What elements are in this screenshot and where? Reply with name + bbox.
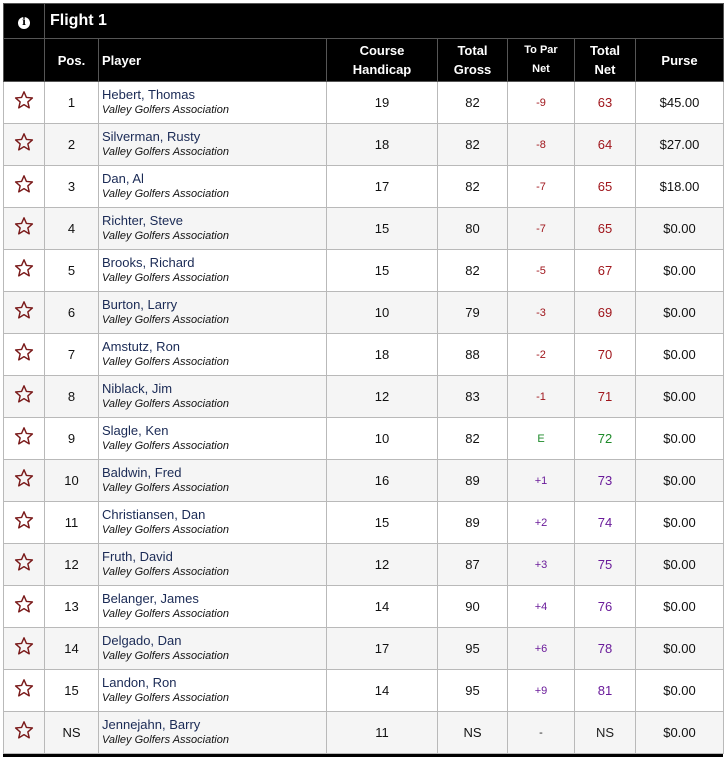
table-row — [4, 670, 724, 712]
to-par-net: -9 — [508, 82, 575, 124]
player-name[interactable]: Delgado, Dan — [102, 633, 182, 648]
course-handicap: 10 — [327, 292, 438, 334]
player-cell[interactable] — [99, 208, 327, 250]
player-cell[interactable] — [99, 334, 327, 376]
total-gross: 83 — [438, 376, 508, 418]
player-name[interactable]: Landon, Ron — [102, 675, 177, 690]
to-par-net: -1 — [508, 376, 575, 418]
star-icon[interactable] — [14, 300, 34, 320]
player-association: Valley Golfers Association — [102, 230, 229, 242]
course-handicap: 11 — [327, 712, 438, 754]
to-par-net: +3 — [508, 544, 575, 586]
course-handicap: 18 — [327, 334, 438, 376]
player-cell[interactable] — [99, 586, 327, 628]
player-cell[interactable] — [99, 670, 327, 712]
position: 3 — [45, 166, 99, 208]
player-association: Valley Golfers Association — [102, 314, 229, 326]
purse: $0.00 — [636, 670, 724, 712]
to-par-net: +1 — [508, 460, 575, 502]
flight-title: Flight 1 — [45, 4, 724, 39]
total-gross: 90 — [438, 586, 508, 628]
favorite-button[interactable] — [4, 712, 45, 754]
total-net-column-header[interactable]: Total Net — [575, 39, 636, 82]
player-association: Valley Golfers Association — [102, 104, 229, 116]
total-net: 64 — [575, 124, 636, 166]
position: 6 — [45, 292, 99, 334]
to-par-net: -2 — [508, 334, 575, 376]
total-net: 69 — [575, 292, 636, 334]
favorite-column-header — [4, 39, 45, 82]
total-net: NS — [575, 712, 636, 754]
position: 13 — [45, 586, 99, 628]
total-net: 74 — [575, 502, 636, 544]
player-name[interactable]: Belanger, James — [102, 591, 199, 606]
star-icon[interactable] — [14, 384, 34, 404]
star-icon[interactable] — [14, 468, 34, 488]
table-row — [4, 124, 724, 166]
player-name[interactable]: Jennejahn, Barry — [102, 717, 201, 732]
total-net: 75 — [575, 544, 636, 586]
to-par-net: +6 — [508, 628, 575, 670]
favorite-button[interactable] — [4, 502, 45, 544]
player-cell[interactable] — [99, 166, 327, 208]
flight-header — [4, 4, 724, 39]
course-handicap: 17 — [327, 628, 438, 670]
favorite-button[interactable] — [4, 418, 45, 460]
table-row — [4, 418, 724, 460]
star-icon[interactable] — [14, 552, 34, 572]
table-row — [4, 502, 724, 544]
star-icon[interactable] — [14, 720, 34, 740]
star-icon[interactable] — [14, 636, 34, 656]
purse: $27.00 — [636, 124, 724, 166]
table-row — [4, 82, 724, 124]
star-icon[interactable] — [14, 90, 34, 110]
star-icon[interactable] — [14, 510, 34, 530]
position: 7 — [45, 334, 99, 376]
player-cell[interactable] — [99, 712, 327, 754]
purse: $0.00 — [636, 208, 724, 250]
position: 4 — [45, 208, 99, 250]
total-net: 67 — [575, 250, 636, 292]
player-association: Valley Golfers Association — [102, 398, 229, 410]
star-icon[interactable] — [14, 258, 34, 278]
position: 11 — [45, 502, 99, 544]
purse: $18.00 — [636, 166, 724, 208]
position: 1 — [45, 82, 99, 124]
player-association: Valley Golfers Association — [102, 692, 229, 704]
star-icon[interactable] — [14, 216, 34, 236]
table-row — [4, 166, 724, 208]
to-par-net: +2 — [508, 502, 575, 544]
course-handicap: 16 — [327, 460, 438, 502]
favorite-button[interactable] — [4, 82, 45, 124]
player-name[interactable]: Christiansen, Dan — [102, 507, 206, 522]
favorite-button[interactable] — [4, 250, 45, 292]
total-gross: 79 — [438, 292, 508, 334]
column-headers — [4, 39, 724, 82]
course-handicap: 12 — [327, 544, 438, 586]
purse: $0.00 — [636, 292, 724, 334]
total-gross: 82 — [438, 124, 508, 166]
course-handicap: 14 — [327, 586, 438, 628]
purse: $0.00 — [636, 418, 724, 460]
position: 15 — [45, 670, 99, 712]
player-association: Valley Golfers Association — [102, 146, 229, 158]
favorite-button[interactable] — [4, 124, 45, 166]
player-name[interactable]: Dan, Al — [102, 171, 144, 186]
course-handicap-column-header[interactable]: Course Handicap — [327, 39, 438, 82]
total-gross-column-header[interactable]: Total Gross — [438, 39, 508, 82]
leaderboard — [3, 3, 723, 754]
player-name[interactable]: Brooks, Richard — [102, 255, 195, 270]
player-association: Valley Golfers Association — [102, 650, 229, 662]
total-net: 65 — [575, 166, 636, 208]
position: 9 — [45, 418, 99, 460]
favorite-button[interactable] — [4, 460, 45, 502]
favorite-button[interactable] — [4, 208, 45, 250]
total-net: 70 — [575, 334, 636, 376]
player-association: Valley Golfers Association — [102, 566, 229, 578]
player-cell[interactable] — [99, 292, 327, 334]
total-net: 65 — [575, 208, 636, 250]
position: 2 — [45, 124, 99, 166]
total-gross: 80 — [438, 208, 508, 250]
purse-column-header[interactable]: Purse — [636, 39, 724, 82]
table-row — [4, 292, 724, 334]
table-bottom-border — [3, 754, 723, 757]
total-gross: 95 — [438, 670, 508, 712]
player-association: Valley Golfers Association — [102, 356, 229, 368]
player-cell[interactable] — [99, 376, 327, 418]
player-name[interactable]: Niblack, Jim — [102, 381, 173, 396]
player-association: Valley Golfers Association — [102, 272, 229, 284]
position: 5 — [45, 250, 99, 292]
total-gross: 88 — [438, 334, 508, 376]
player-cell[interactable] — [99, 460, 327, 502]
total-gross: 87 — [438, 544, 508, 586]
star-icon[interactable] — [14, 678, 34, 698]
to-par-net: -8 — [508, 124, 575, 166]
player-cell[interactable] — [99, 82, 327, 124]
total-gross: 82 — [438, 418, 508, 460]
pos-column-header[interactable]: Pos. — [45, 39, 99, 82]
total-net: 73 — [575, 460, 636, 502]
course-handicap: 18 — [327, 124, 438, 166]
position: 10 — [45, 460, 99, 502]
star-icon[interactable] — [14, 594, 34, 614]
player-association: Valley Golfers Association — [102, 608, 229, 620]
total-gross: 95 — [438, 628, 508, 670]
favorite-button[interactable] — [4, 628, 45, 670]
course-handicap: 12 — [327, 376, 438, 418]
total-net: 76 — [575, 586, 636, 628]
player-cell[interactable] — [99, 544, 327, 586]
course-handicap: 15 — [327, 208, 438, 250]
player-association: Valley Golfers Association — [102, 482, 229, 494]
to-par-net: E — [508, 418, 575, 460]
purse: $0.00 — [636, 502, 724, 544]
total-net: 81 — [575, 670, 636, 712]
player-association: Valley Golfers Association — [102, 524, 229, 536]
info-button[interactable] — [4, 4, 45, 39]
course-handicap: 14 — [327, 670, 438, 712]
to-par-net: -7 — [508, 166, 575, 208]
player-name[interactable]: Amstutz, Ron — [102, 339, 181, 354]
table-row — [4, 376, 724, 418]
position: 8 — [45, 376, 99, 418]
to-par-net: +4 — [508, 586, 575, 628]
total-gross: NS — [438, 712, 508, 754]
table-row — [4, 586, 724, 628]
total-gross: 82 — [438, 250, 508, 292]
purse: $0.00 — [636, 586, 724, 628]
to-par-net: -5 — [508, 250, 575, 292]
purse: $0.00 — [636, 544, 724, 586]
course-handicap: 15 — [327, 250, 438, 292]
player-name[interactable]: Silverman, Rusty — [102, 129, 201, 144]
purse: $0.00 — [636, 250, 724, 292]
to-par-net: -3 — [508, 292, 575, 334]
player-column-header[interactable]: Player — [99, 39, 327, 82]
to-par-net: -7 — [508, 208, 575, 250]
purse: $0.00 — [636, 376, 724, 418]
star-icon[interactable] — [14, 174, 34, 194]
position: NS — [45, 712, 99, 754]
purse: $0.00 — [636, 628, 724, 670]
player-cell[interactable] — [99, 502, 327, 544]
total-net: 63 — [575, 82, 636, 124]
table-row — [4, 544, 724, 586]
total-net: 72 — [575, 418, 636, 460]
course-handicap: 10 — [327, 418, 438, 460]
player-name[interactable]: Hebert, Thomas — [102, 87, 195, 102]
player-association: Valley Golfers Association — [102, 734, 229, 746]
total-gross: 89 — [438, 502, 508, 544]
total-gross: 82 — [438, 166, 508, 208]
purse: $0.00 — [636, 334, 724, 376]
total-net: 71 — [575, 376, 636, 418]
star-icon[interactable] — [14, 342, 34, 362]
position: 12 — [45, 544, 99, 586]
to-par-net-column-header[interactable]: To Par Net — [508, 39, 575, 82]
favorite-button[interactable] — [4, 670, 45, 712]
info-icon[interactable]: i — [18, 17, 30, 29]
course-handicap: 17 — [327, 166, 438, 208]
player-name[interactable]: Burton, Larry — [102, 297, 178, 312]
purse: $0.00 — [636, 712, 724, 754]
favorite-button[interactable] — [4, 292, 45, 334]
position: 14 — [45, 628, 99, 670]
favorite-button[interactable] — [4, 166, 45, 208]
player-cell[interactable] — [99, 628, 327, 670]
table-row — [4, 334, 724, 376]
star-icon[interactable] — [14, 426, 34, 446]
favorite-button[interactable] — [4, 586, 45, 628]
player-cell[interactable] — [99, 418, 327, 460]
star-icon[interactable] — [14, 132, 34, 152]
table-row — [4, 460, 724, 502]
total-gross: 82 — [438, 82, 508, 124]
player-association: Valley Golfers Association — [102, 188, 229, 200]
player-cell[interactable] — [99, 250, 327, 292]
table-row — [4, 208, 724, 250]
table-row — [4, 250, 724, 292]
purse: $0.00 — [636, 460, 724, 502]
purse: $45.00 — [636, 82, 724, 124]
total-gross: 89 — [438, 460, 508, 502]
course-handicap: 19 — [327, 82, 438, 124]
player-name[interactable]: Baldwin, Fred — [102, 465, 182, 480]
to-par-net: +9 — [508, 670, 575, 712]
favorite-button[interactable] — [4, 376, 45, 418]
total-net: 78 — [575, 628, 636, 670]
favorite-button[interactable] — [4, 544, 45, 586]
player-cell[interactable] — [99, 124, 327, 166]
player-association: Valley Golfers Association — [102, 440, 229, 452]
leaderboard-table — [3, 3, 724, 754]
course-handicap: 15 — [327, 502, 438, 544]
player-name[interactable]: Slagle, Ken — [102, 423, 169, 438]
player-name[interactable]: Fruth, David — [102, 549, 173, 564]
player-name[interactable]: Richter, Steve — [102, 213, 183, 228]
favorite-button[interactable] — [4, 334, 45, 376]
to-par-net: - — [508, 712, 575, 754]
table-row — [4, 712, 724, 754]
table-row — [4, 628, 724, 670]
